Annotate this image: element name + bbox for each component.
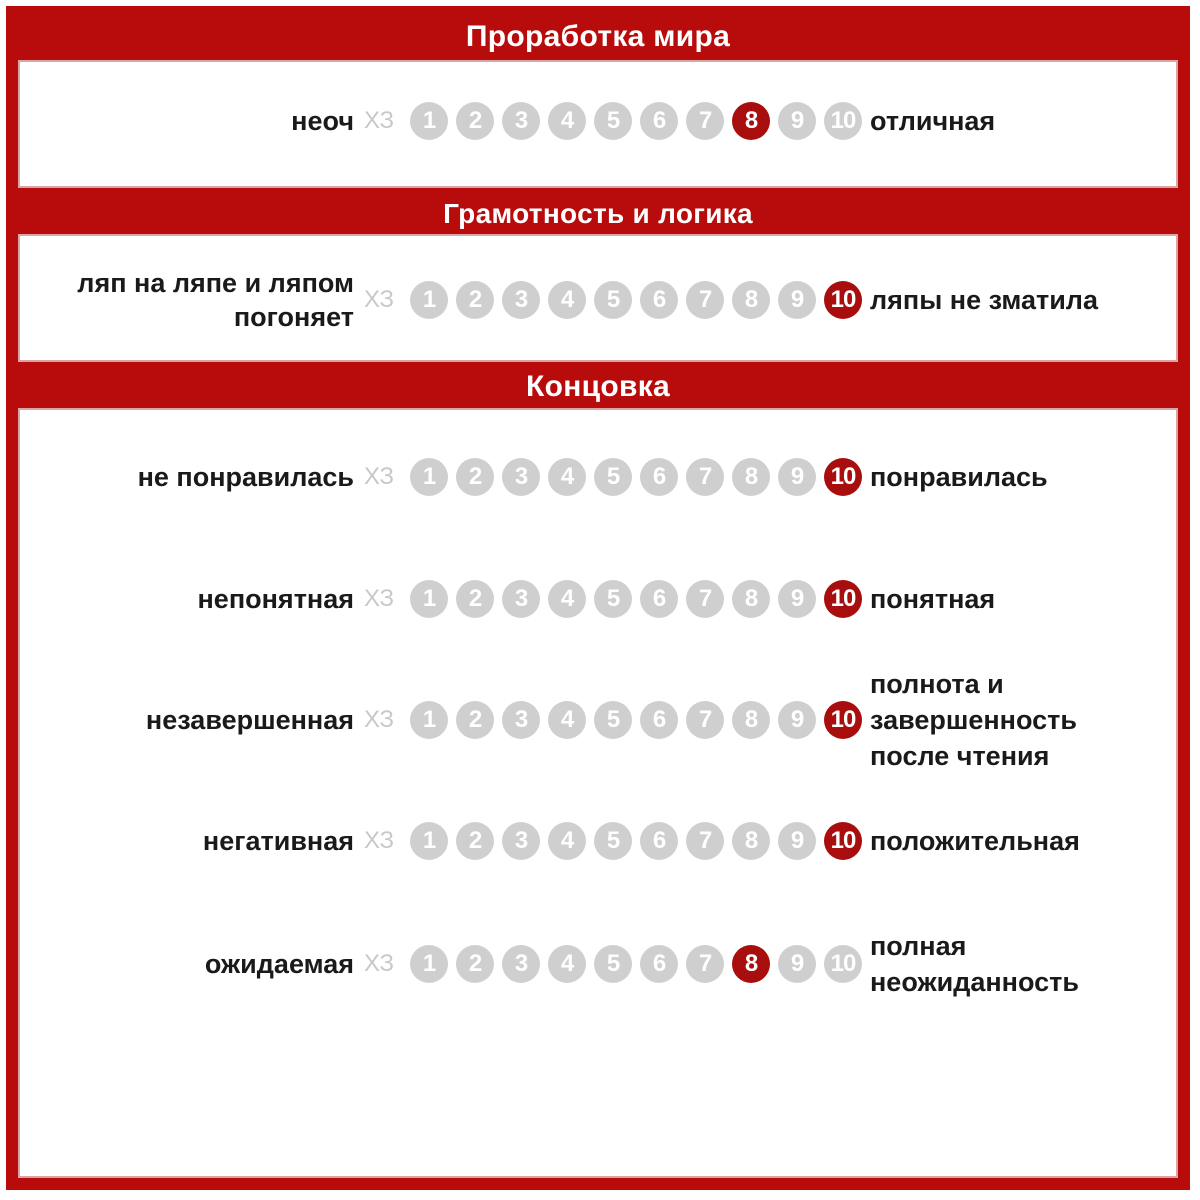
rating-dot[interactable]: 5	[594, 945, 632, 983]
rating-dot[interactable]: 1	[410, 822, 448, 860]
rating-dot[interactable]: 6	[640, 458, 678, 496]
rating-row	[20, 666, 1176, 774]
rating-dot[interactable]: 5	[594, 458, 632, 496]
rating-dot[interactable]: 7	[686, 580, 724, 618]
scale-prefix[interactable]: ХЗ	[364, 950, 394, 977]
rating-dot[interactable]: 3	[502, 822, 540, 860]
rating-dot-selected[interactable]: 10	[824, 580, 862, 618]
right-label: понятная	[870, 584, 996, 614]
rating-dot[interactable]: 5	[594, 701, 632, 739]
rating-dot[interactable]: 1	[410, 458, 448, 496]
scale-prefix[interactable]: ХЗ	[364, 463, 394, 490]
rating-dot[interactable]: 8	[732, 458, 770, 496]
rating-dot[interactable]: 4	[548, 458, 586, 496]
rating-dot[interactable]: 3	[502, 281, 540, 319]
rating-dot[interactable]: 1	[410, 580, 448, 618]
rating-dot[interactable]: 8	[732, 822, 770, 860]
rating-dot-selected[interactable]: 10	[824, 822, 862, 860]
rating-dot[interactable]: 6	[640, 822, 678, 860]
rating-dot[interactable]: 2	[456, 458, 494, 496]
rating-dot[interactable]: 6	[640, 580, 678, 618]
rating-dot[interactable]: 6	[640, 945, 678, 983]
right-label: ляпы не зматила	[870, 285, 1098, 315]
rating-dot[interactable]: 10	[824, 102, 862, 140]
right-label: отличная	[870, 106, 996, 136]
section-panel-literacy	[18, 234, 1178, 362]
scale-prefix[interactable]: ХЗ	[364, 827, 394, 854]
rating-row	[20, 458, 1176, 496]
rating-dot[interactable]: 4	[548, 281, 586, 319]
rating-dot[interactable]: 6	[640, 701, 678, 739]
rating-scale	[364, 945, 870, 983]
scale-prefix[interactable]: ХЗ	[364, 107, 394, 134]
rating-dot[interactable]: 8	[732, 580, 770, 618]
right-label: полная неожиданность	[870, 931, 1079, 997]
rating-dot[interactable]: 3	[502, 580, 540, 618]
rating-dot[interactable]: 5	[594, 281, 632, 319]
left-label: незавершенная	[145, 705, 354, 735]
rating-row	[20, 266, 1176, 334]
rating-scale	[364, 822, 870, 860]
section-header-literacy: Грамотность и логика	[443, 198, 753, 229]
rating-scale	[364, 580, 870, 618]
rating-dot[interactable]: 1	[410, 945, 448, 983]
rating-dot[interactable]: 1	[410, 701, 448, 739]
rating-dot[interactable]: 2	[456, 945, 494, 983]
scale-prefix[interactable]: ХЗ	[364, 286, 394, 313]
rating-dot[interactable]: 7	[686, 281, 724, 319]
rating-dot[interactable]: 2	[456, 281, 494, 319]
rating-dot[interactable]: 9	[778, 822, 816, 860]
rating-dot[interactable]: 5	[594, 822, 632, 860]
left-label: неоч	[291, 106, 354, 136]
rating-dot[interactable]: 7	[686, 102, 724, 140]
section-header-world: Проработка мира	[465, 20, 731, 53]
rating-dot[interactable]: 2	[456, 822, 494, 860]
left-label: ляп на ляпе и ляпом погоняет	[77, 268, 354, 332]
section-header-ending: Концовка	[525, 370, 671, 403]
left-label: негативная	[202, 826, 354, 856]
rating-dot[interactable]: 7	[686, 458, 724, 496]
rating-dot[interactable]: 5	[594, 580, 632, 618]
rating-dot[interactable]: 2	[456, 102, 494, 140]
rating-scale	[364, 102, 870, 140]
rating-dot[interactable]: 9	[778, 580, 816, 618]
left-label: непонятная	[197, 584, 354, 614]
rating-dot[interactable]: 3	[502, 458, 540, 496]
rating-dot-selected[interactable]: 10	[824, 701, 862, 739]
rating-dot[interactable]: 2	[456, 580, 494, 618]
rating-dot[interactable]: 9	[778, 701, 816, 739]
rating-dot[interactable]: 4	[548, 580, 586, 618]
rating-dot[interactable]: 10	[824, 945, 862, 983]
scale-prefix[interactable]: ХЗ	[364, 585, 394, 612]
rating-dot[interactable]: 9	[778, 458, 816, 496]
rating-dot[interactable]: 7	[686, 945, 724, 983]
rating-dot[interactable]: 5	[594, 102, 632, 140]
rating-dot[interactable]: 8	[732, 701, 770, 739]
rating-dot-selected[interactable]: 8	[732, 102, 770, 140]
rating-dot[interactable]: 8	[732, 281, 770, 319]
rating-dot[interactable]: 7	[686, 822, 724, 860]
left-label: ожидаемая	[204, 949, 354, 979]
rating-dot[interactable]: 9	[778, 281, 816, 319]
right-label: полнота и завершенность после чтения	[870, 669, 1077, 771]
rating-scale	[364, 281, 870, 319]
rating-row	[20, 822, 1176, 860]
rating-dot[interactable]: 6	[640, 102, 678, 140]
rating-dot[interactable]: 3	[502, 945, 540, 983]
rating-dot[interactable]: 4	[548, 701, 586, 739]
rating-dot[interactable]: 7	[686, 701, 724, 739]
rating-row	[20, 102, 1176, 140]
rating-dot[interactable]: 1	[410, 281, 448, 319]
rating-dot[interactable]: 3	[502, 102, 540, 140]
rating-dot[interactable]: 9	[778, 102, 816, 140]
rating-dot[interactable]: 4	[548, 822, 586, 860]
scale-prefix[interactable]: ХЗ	[364, 706, 394, 733]
rating-scale	[364, 458, 870, 496]
rating-scale	[364, 701, 870, 739]
rating-dot[interactable]: 1	[410, 102, 448, 140]
rating-dot[interactable]: 2	[456, 701, 494, 739]
right-label: понравилась	[870, 462, 1048, 492]
rating-dot[interactable]: 9	[778, 945, 816, 983]
rating-dot-selected[interactable]: 10	[824, 458, 862, 496]
rating-row	[20, 580, 1176, 618]
rating-dot[interactable]: 3	[502, 701, 540, 739]
rating-dot[interactable]: 6	[640, 281, 678, 319]
left-label: не понравилась	[137, 462, 354, 492]
rating-card	[6, 6, 1190, 1190]
rating-row	[20, 928, 1176, 1000]
section-panel-world	[18, 60, 1178, 188]
section-panel-ending	[18, 408, 1178, 1178]
rating-dot-selected[interactable]: 8	[732, 945, 770, 983]
right-label: положительная	[870, 826, 1080, 856]
rating-dot[interactable]: 4	[548, 945, 586, 983]
rating-dot[interactable]: 4	[548, 102, 586, 140]
rating-dot-selected[interactable]: 10	[824, 281, 862, 319]
